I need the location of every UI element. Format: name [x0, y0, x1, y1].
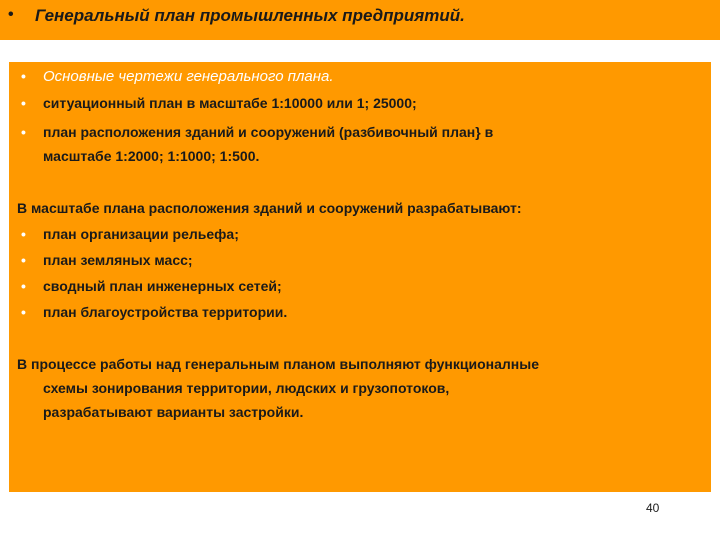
list-item: сводный план инженерных сетей; [43, 278, 282, 294]
list-item: план земляных масс; [43, 252, 193, 268]
bullet: • [21, 95, 26, 111]
list-item: план организации рельефа; [43, 226, 239, 242]
content-heading: Основные чертежи генерального плана. [43, 68, 334, 85]
bullet: • [21, 226, 26, 242]
paragraph-line: схемы зонирования территории, людских и грузопотоков, [43, 380, 450, 396]
bullet: • [21, 68, 26, 84]
content-box [9, 62, 711, 492]
bullet: • [21, 304, 26, 320]
list-item: ситуационный план в масштабе 1:10000 или 1; 25000; [43, 95, 417, 111]
bullet: • [21, 278, 26, 294]
title-bar [0, 0, 720, 40]
slide-title: Генеральный план промышленных предприятий. [35, 6, 465, 25]
paragraph: В масштабе плана расположения зданий и сооружений разрабатывают: [17, 200, 522, 216]
page-number: 40 [646, 501, 660, 515]
list-item-continuation: масштабе 1:2000; 1:1000; 1:500. [43, 148, 260, 164]
list-item: план благоустройства территории. [43, 304, 288, 320]
list-item: план расположения зданий и сооружений (разбивочный план} в [43, 124, 494, 140]
paragraph-line: В процессе работы над генеральным планом выполняют функционалные [17, 356, 539, 372]
paragraph-line: разрабатывают варианты застройки. [43, 404, 304, 420]
bullet: • [21, 252, 26, 268]
bullet: • [21, 124, 26, 140]
title-bullet: • [8, 6, 14, 23]
